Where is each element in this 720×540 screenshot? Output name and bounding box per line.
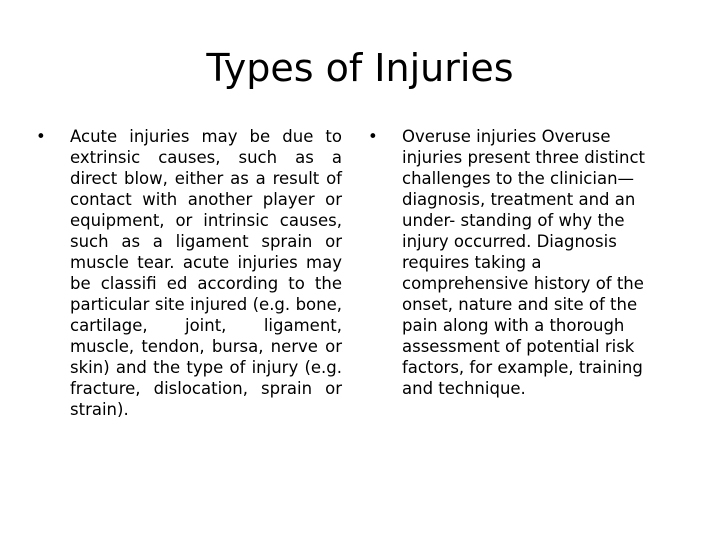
acute-injuries-bullet (36, 126, 342, 420)
overuse-injuries-text: Overuse injuries Overuse injuries present three distinct challenges to the clinician—diagnosis, treatment and an under- standing of why the injury occurred. Diagnosis requires taking a comprehensive history of the onset, nature and site of the pain along with a thorough assessment of potential risk factors, for example, training and technique. (402, 127, 646, 398)
overuse-injuries-bullet (368, 126, 668, 399)
bullet-point-icon: • (368, 127, 378, 146)
bullet-point-icon: • (36, 127, 46, 146)
right-content-column (368, 126, 668, 399)
acute-injuries-text: Acute injuries may be due to extrinsic causes, such as a direct blow, either as a result of contact with another player or equipment, or intrinsic causes, such as a ligament sprain or muscle tear. acute injuries may be classifi ed according to the particular site injured (e.g. bone, cartilage, joint, ligament, muscle, tendon, bursa, nerve or skin) and the type of injury (e.g. fracture, dislocation, sprain or strain). (70, 127, 342, 419)
slide-title: Types of Injuries (206, 46, 514, 90)
left-content-column (36, 126, 342, 420)
